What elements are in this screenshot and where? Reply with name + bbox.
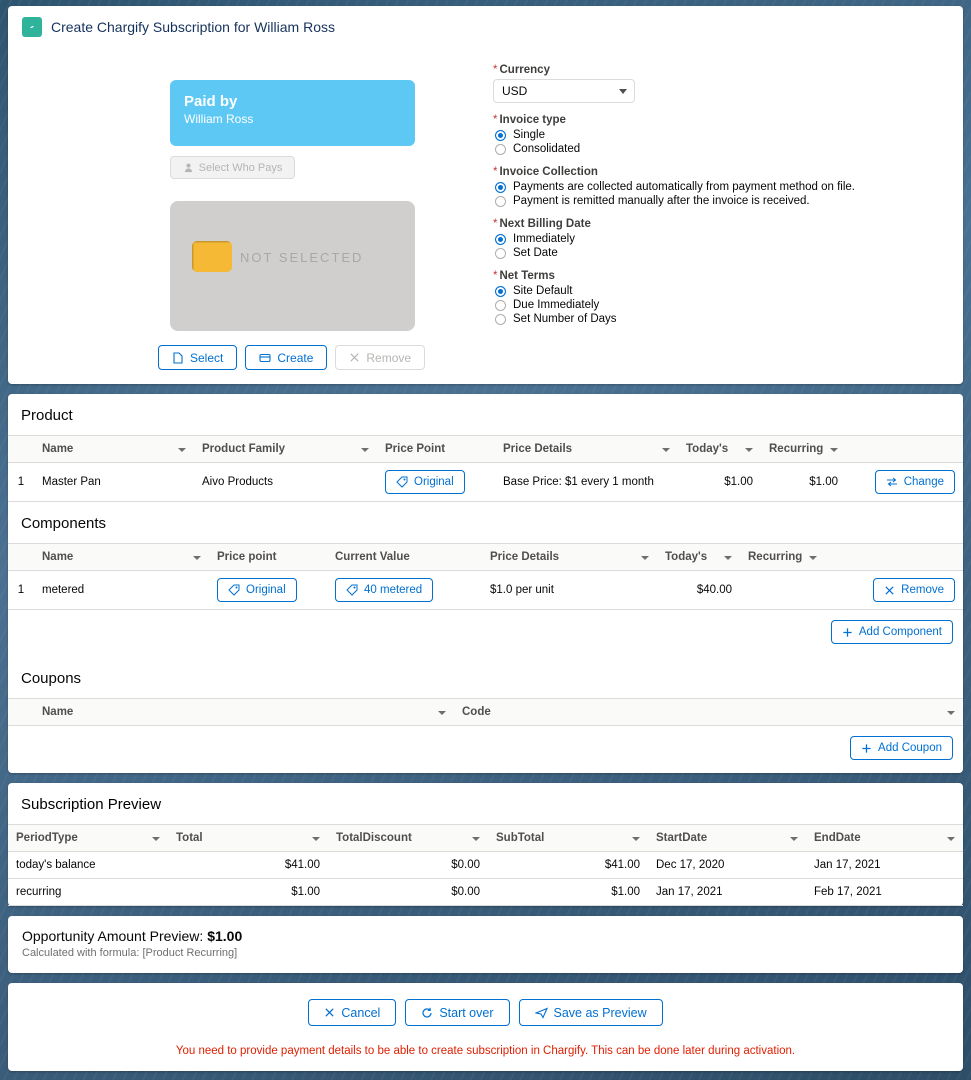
cell-subtotal: $41.00 [488, 852, 648, 879]
radio-icon [495, 314, 506, 325]
file-icon [172, 352, 184, 364]
invoice-type-field [493, 114, 963, 155]
cell-start-date: Jan 17, 2021 [648, 879, 806, 906]
price-point-button[interactable]: Original [217, 578, 297, 602]
page-title: Create Chargify Subscription for William Ross [51, 19, 335, 35]
opportunity-label: Opportunity Amount Preview: [22, 928, 204, 944]
cell-total: $41.00 [168, 852, 328, 879]
table-row [8, 571, 963, 610]
column-actions [846, 436, 963, 463]
column-name[interactable]: Name [34, 544, 209, 571]
cell-todays: $1.00 [678, 463, 761, 502]
chevron-down-icon [312, 837, 320, 841]
select-button-label: Select [190, 350, 224, 365]
change-product-button[interactable]: Change [875, 470, 955, 494]
remove-payment-method-button[interactable] [335, 345, 425, 370]
radio-icon [495, 286, 506, 297]
opportunity-amount: $1.00 [207, 928, 243, 944]
radio-collection-manual[interactable]: Payment is remitted manually after the invoice is received. [495, 195, 963, 207]
cell-actions [846, 463, 963, 502]
cell-recurring [740, 571, 825, 610]
chevron-down-icon [641, 556, 649, 560]
column-recurring[interactable]: Recurring [761, 436, 846, 463]
currency-label: * Currency [493, 64, 550, 76]
cell-name: Master Pan [34, 463, 194, 502]
current-value-button[interactable]: 40 metered [335, 578, 433, 602]
radio-net-terms-set-number-of-days[interactable]: Set Number of Days [495, 313, 963, 325]
column-total-discount[interactable]: TotalDiscount [328, 825, 488, 852]
column-actions [825, 544, 963, 571]
save-as-preview-button[interactable]: Save as Preview [519, 999, 663, 1026]
cell-name: metered [34, 571, 209, 610]
radio-icon [495, 144, 506, 155]
chevron-down-icon [619, 89, 627, 94]
column-index [8, 544, 34, 571]
chargify-app-icon [22, 17, 42, 37]
credit-card-chip-icon [192, 241, 232, 272]
top-panel [8, 48, 963, 384]
net-terms-field [493, 270, 963, 325]
radio-invoice-type-consolidated[interactable]: Consolidated [495, 143, 963, 155]
footer-card [8, 983, 963, 1071]
error-message: You need to provide payment details to be able to create subscription in Chargify. This can be done later during activation. [175, 1045, 796, 1057]
start-over-button[interactable]: Start over [405, 999, 509, 1026]
column-todays[interactable]: Today's [657, 544, 740, 571]
subscription-preview-title: Subscription Preview [21, 796, 162, 813]
currency-field [493, 64, 963, 103]
create-button-label: Create [277, 350, 314, 365]
close-icon [884, 585, 895, 596]
select-who-pays-label: Select Who Pays [198, 161, 283, 174]
price-tag-icon [396, 476, 408, 488]
invoice-collection-field [493, 166, 963, 207]
add-component-row [8, 610, 963, 657]
cell-total: $1.00 [168, 879, 328, 906]
cell-product-family: Aivo Products [194, 463, 377, 502]
opportunity-amount-row [22, 928, 949, 944]
price-tag-icon [228, 584, 240, 596]
add-coupon-row [8, 726, 963, 773]
footer [8, 983, 963, 1071]
card-placeholder-label: NOT SELECTED [240, 250, 364, 265]
modal-page [8, 6, 963, 1074]
paid-by-title: Paid by [184, 93, 238, 110]
radio-icon [495, 196, 506, 207]
column-start-date[interactable]: StartDate [648, 825, 806, 852]
chevron-down-icon [361, 448, 369, 452]
cell-price-details: Base Price: $1 every 1 month [495, 463, 678, 502]
create-payment-method-button[interactable] [245, 345, 327, 370]
radio-icon [495, 300, 506, 311]
radio-net-terms-site-default[interactable]: Site Default [495, 285, 963, 297]
select-who-pays-button[interactable] [170, 156, 295, 179]
remove-button-label: Remove [366, 350, 412, 365]
column-subtotal[interactable]: SubTotal [488, 825, 648, 852]
cell-actions [825, 571, 963, 610]
cell-todays: $40.00 [657, 571, 740, 610]
required-marker: * [493, 114, 498, 126]
opportunity-card [8, 916, 963, 973]
close-icon [349, 352, 360, 363]
chevron-down-icon [193, 556, 201, 560]
swap-icon [886, 476, 898, 488]
payer-panel [8, 54, 493, 370]
price-tag-icon [346, 584, 358, 596]
cell-total-discount: $0.00 [328, 852, 488, 879]
currency-select[interactable] [493, 79, 635, 103]
column-name[interactable]: Name [34, 436, 194, 463]
price-point-button[interactable]: Original [385, 470, 465, 494]
column-price-details[interactable]: Price Details [495, 436, 678, 463]
radio-icon [495, 234, 506, 245]
plus-icon [842, 627, 853, 638]
column-name[interactable]: Name [34, 699, 454, 726]
table-row [8, 852, 963, 879]
select-payment-method-button[interactable] [158, 345, 237, 370]
radio-invoice-type-single[interactable]: Single [495, 129, 963, 141]
table-header-row [8, 825, 963, 852]
column-index [8, 436, 34, 463]
next-billing-date-label: * Next Billing Date [493, 218, 591, 230]
product-section-title: Product [21, 407, 73, 424]
coupons-section-title: Coupons [21, 670, 82, 687]
column-end-date[interactable]: EndDate [806, 825, 963, 852]
chevron-down-icon [830, 448, 838, 452]
billing-form [493, 54, 963, 370]
cell-end-date: Feb 17, 2021 [806, 879, 963, 906]
chevron-down-icon [947, 711, 955, 715]
chevron-down-icon [809, 556, 817, 560]
chevron-down-icon [438, 711, 446, 715]
footer-actions [8, 999, 963, 1026]
required-marker: * [493, 270, 498, 282]
cell-period-type: today's balance [8, 852, 168, 879]
chevron-down-icon [178, 448, 186, 452]
column-recurring[interactable]: Recurring [740, 544, 825, 571]
plus-icon [861, 743, 872, 754]
next-billing-date-field [493, 218, 963, 259]
required-marker: * [493, 166, 498, 178]
remove-component-button[interactable]: Remove [873, 578, 955, 602]
radio-icon [495, 130, 506, 141]
row-index: 1 [8, 571, 34, 610]
column-product-family[interactable]: Product Family [194, 436, 377, 463]
cell-current-value [327, 571, 482, 610]
subscription-setup-card [8, 6, 963, 384]
required-marker: * [493, 64, 498, 76]
subscription-preview-table [8, 824, 963, 906]
cell-end-date: Jan 17, 2021 [806, 852, 963, 879]
radio-net-terms-due-immediately[interactable]: Due Immediately [495, 299, 963, 311]
table-row [8, 463, 963, 502]
radio-billing-immediately[interactable]: Immediately [495, 233, 963, 245]
radio-collection-automatic[interactable]: Payments are collected automatically from payment method on file. [495, 181, 963, 193]
row-index: 1 [8, 463, 34, 502]
add-coupon-button[interactable]: Add Coupon [850, 736, 953, 760]
table-header-row [8, 544, 963, 571]
column-index [8, 699, 34, 726]
send-icon [535, 1007, 548, 1019]
payment-method-actions [158, 345, 493, 370]
column-todays[interactable]: Today's [678, 436, 761, 463]
chevron-down-icon [472, 837, 480, 841]
chevron-down-icon [947, 837, 955, 841]
payment-method-card[interactable] [170, 201, 415, 331]
cancel-button[interactable]: Cancel [308, 999, 396, 1026]
chevron-down-icon [152, 837, 160, 841]
column-price-point: Price point [209, 544, 327, 571]
add-component-button[interactable]: Add Component [831, 620, 953, 644]
cell-subtotal: $1.00 [488, 879, 648, 906]
close-icon [324, 1007, 335, 1018]
cell-price-point [209, 571, 327, 610]
invoice-type-label: * Invoice type [493, 114, 566, 126]
radio-icon [495, 182, 506, 193]
cell-price-details: $1.0 per unit [482, 571, 657, 610]
chevron-down-icon [632, 837, 640, 841]
subscription-preview-card [8, 783, 963, 906]
cell-start-date: Dec 17, 2020 [648, 852, 806, 879]
line-items-card [8, 394, 963, 773]
column-period-type[interactable]: PeriodType [8, 825, 168, 852]
chevron-down-icon [790, 837, 798, 841]
column-price-details[interactable]: Price Details [482, 544, 657, 571]
radio-billing-set-date[interactable]: Set Date [495, 247, 963, 259]
paid-by-name: William Ross [184, 112, 254, 126]
modal-header [8, 6, 963, 48]
column-code[interactable]: Code [454, 699, 963, 726]
column-price-point: Price Point [377, 436, 495, 463]
person-icon [183, 162, 194, 173]
column-total[interactable]: Total [168, 825, 328, 852]
currency-value: USD [502, 84, 528, 98]
chevron-down-icon [745, 448, 753, 452]
paid-by-card[interactable] [170, 80, 415, 146]
net-terms-label: * Net Terms [493, 270, 555, 282]
table-header-row [8, 436, 963, 463]
radio-icon [495, 248, 506, 259]
cell-total-discount: $0.00 [328, 879, 488, 906]
product-table [8, 435, 963, 502]
opportunity-preview [8, 916, 963, 973]
cell-period-type: recurring [8, 879, 168, 906]
chevron-down-icon [724, 556, 732, 560]
required-marker: * [493, 218, 498, 230]
invoice-collection-label: * Invoice Collection [493, 166, 598, 178]
table-header-row [8, 699, 963, 726]
opportunity-formula: Calculated with formula: [Product Recurring] [22, 947, 238, 959]
cell-recurring: $1.00 [761, 463, 846, 502]
column-current-value: Current Value [327, 544, 482, 571]
chevron-down-icon [662, 448, 670, 452]
components-section-title: Components [21, 515, 107, 532]
refresh-icon [421, 1007, 433, 1019]
components-table [8, 543, 963, 610]
cell-price-point [377, 463, 495, 502]
new-card-icon [259, 352, 271, 364]
table-row [8, 879, 963, 906]
coupons-table [8, 698, 963, 726]
